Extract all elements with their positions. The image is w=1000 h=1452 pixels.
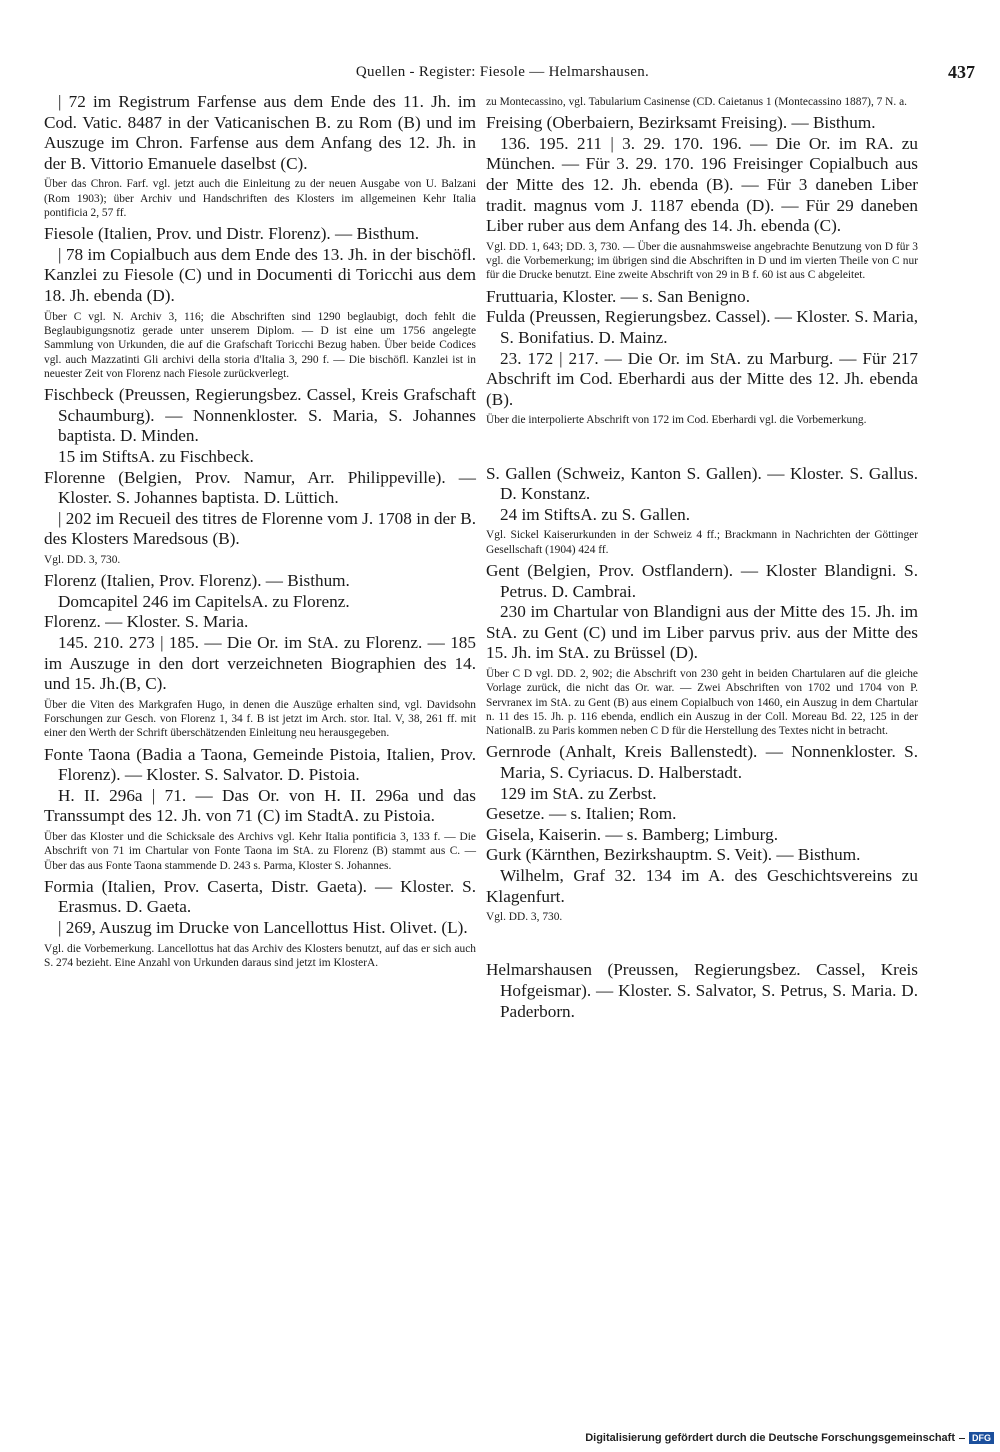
footnote-paragraph: Vgl. Sickel Kaiserurkunden in der Schweiz 4 ff.; Brackmann in Nachrichten der Göttinger Gesellschaft (1904) 424 ff. [486, 529, 918, 556]
footnote-paragraph: Über die interpolierte Abschrift von 172 im Cod. Eberhardi vgl. die Vorbemerkung. [486, 414, 867, 427]
footnote-paragraph: Vgl. die Vorbemerkung. Lancellottus hat das Archiv des Klosters benutzt, auf das er sich auch S. 274 bezieht. Eine Anzahl von Urkunden daraus sind jetzt im KlosterA. [44, 942, 476, 969]
footnote-paragraph: Über die Viten des Markgrafen Hugo, in denen die Auszüge erhalten sind, vgl. Davidsohn Forschungen zur Gesch. von Florenz 1, 34 f. B ist jetzt im Arch. stor. Ital. V, 38, 261 ff. mit einer den Werth der Schrift überschätzenden Einleitung neu herausgegeben. [44, 698, 476, 740]
register-entry-heading: Gisela, Kaiserin. — s. Bamberg; Limburg. [486, 824, 778, 844]
footnote-paragraph: Vgl. DD. 3, 730. [44, 553, 121, 566]
register-entry-body: 15 im StiftsA. zu Fischbeck. [58, 446, 254, 466]
register-entry-body: Domcapitel 246 im CapitelsA. zu Florenz. [58, 591, 350, 611]
register-entry-body: H. II. 296a | 71. — Das Or. von H. II. 296a und das Transsumpt des 12. Jh. von 71 (C) im StadtA. zu Pistoia. [44, 785, 476, 826]
register-entry-heading: Gent (Belgien, Prov. Ostflandern). — Kloster Blandigni. S. Petrus. D. Cambrai. [486, 560, 918, 601]
register-entry-heading: Freising (Oberbaiern, Bezirksamt Freising). — Bisthum. [486, 113, 876, 133]
register-entry-body: 24 im StiftsA. zu S. Gallen. [500, 504, 691, 524]
register-entry-body: 129 im StA. zu Zerbst. [500, 783, 657, 803]
page-number: 437 [948, 62, 975, 82]
register-entry-heading: Gurk (Kärnthen, Bezirkshauptm. S. Veit). — Bisthum. [486, 845, 861, 865]
register-entry-body: | 269, Auszug im Drucke von Lancellottus Hist. Olivet. (L). [58, 918, 468, 938]
register-entry-heading: Helmarshausen (Preussen, Regierungsbez. Cassel, Kreis Hofgeismar). — Kloster. S. Salvator, S. Petrus, S. Maria. D. Paderborn. [486, 960, 918, 1021]
footnote-paragraph: zu Montecassino, vgl. Tabularium Casinense (CD. Caietanus 1 (Montecassino 1887), 7 N. a. [486, 96, 908, 108]
register-entry-heading: Fonte Taona (Badia a Taona, Gemeinde Pistoia, Italien, Prov. Florenz). — Kloster. S. Salvator. D. Pistoia. [44, 744, 476, 785]
register-entry-body: | 78 im Copialbuch aus dem Ende des 13. Jh. in der bischöfl. Kanzlei zu Fiesole (C) und in Documenti di Toricchi aus dem 18. Jh. ebenda (D). [44, 244, 476, 306]
funding-text: Digitalisierung gefördert durch die Deutsche Forschungsgemeinschaft [585, 1432, 955, 1444]
register-entry-heading: Florenne (Belgien, Prov. Namur, Arr. Philippeville). — Kloster. S. Johannes baptista. D. Lüttich. [44, 467, 476, 508]
footnote-paragraph: Über das Chron. Farf. vgl. jetzt auch die Einleitung zu der neuen Ausgabe von U. Balzani (Rom 1903); über Archiv und Handschriften des Klosters im allgemeinen Kehr Italia pontificia 2, 57 ff. [44, 178, 476, 219]
register-entry-body: 23. 172 | 217. — Die Or. im StA. zu Marburg. — Für 217 Abschrift im Cod. Eberhardi aus der Mitte des 12. Jh. ebenda (B). [486, 348, 918, 409]
funding-footer [585, 1432, 994, 1444]
register-entry-heading: Florenz (Italien, Prov. Florenz). — Bisthum. [44, 571, 350, 591]
register-entry-body: | 202 im Recueil des titres de Florenne vom J. 1708 in der B. des Klosters Maredsous (B). [44, 508, 476, 549]
footnote-paragraph: Vgl. DD. 3, 730. [486, 911, 563, 924]
register-entry-body: 136. 195. 211 | 3. 29. 170. 196. — Die Or. im RA. zu München. — Für 3. 29. 170. 196 Freisinger Copialbuch aus der Mitte des 12. Jh. ebenda (B). — Für 3 daneben Liber tradit. magnus vom J. 1187 ebenda (D). — Für 29 daneben Liber ruber aus dem Anfang des 14. Jh. ebenda (C). [486, 133, 918, 236]
page-header [30, 64, 975, 88]
right-column [486, 92, 918, 1022]
dfg-logo: DFG [969, 1432, 994, 1444]
register-entry-body: | 72 im Registrum Farfense aus dem Ende des 11. Jh. im Cod. Vatic. 8487 in der Vaticanischen B. zu Rom (B) und im Auszuge im Chron. Farfense aus dem Anfang des 12. Jh. in der B. Vittorio Emanuele daselbst (C). [44, 92, 476, 173]
register-entry-heading: Gernrode (Anhalt, Kreis Ballenstedt). — Nonnenkloster. S. Maria, S. Cyriacus. D. Halberstadt. [486, 742, 918, 783]
footer-separator [959, 1438, 965, 1439]
register-entry-heading: Fruttuaria, Kloster. — s. San Benigno. [486, 286, 750, 306]
register-entry-heading: Formia (Italien, Prov. Caserta, Distr. Gaeta). — Kloster. S. Erasmus. D. Gaeta. [44, 876, 476, 917]
register-entry-heading: Fiesole (Italien, Prov. und Distr. Florenz). — Bisthum. [44, 224, 420, 244]
register-entry-heading: S. Gallen (Schweiz, Kanton S. Gallen). — Kloster. S. Gallus. D. Konstanz. [486, 463, 918, 504]
register-entry-body: Wilhelm, Graf 32. 134 im A. des Geschichtsvereins zu Klagenfurt. [486, 866, 918, 906]
register-entry-heading: Fischbeck (Preussen, Regierungsbez. Cassel, Kreis Grafschaft Schaumburg). — Nonnenkloster. S. Maria, S. Johannes baptista. D. Minden. [44, 385, 476, 446]
register-entry-heading: Fulda (Preussen, Regierungsbez. Cassel). — Kloster. S. Maria, S. Bonifatius. D. Mainz. [486, 307, 919, 347]
footnote-paragraph: Über C vgl. N. Archiv 3, 116; die Abschriften sind 1290 beglaubigt, doch fehlt die Beglaubigungsnotiz gerade unter unserem Diplom. — D ist eine um 1756 angelegte Sammlung von Urkunden, die auf die Grafschaft Toricchi Bezug haben. Über beide Codices vgl. auch Mazzatinti Gli archivi della storia d'Italia 3, 290 f. — Die bischöfl. Kanzlei ist in neuester Zeit von Florenz nach Fiesole zurückverlegt. [44, 310, 476, 380]
register-entry-heading: Florenz. — Kloster. S. Maria. [44, 612, 249, 632]
register-entry-heading: Gesetze. — s. Italien; Rom. [486, 804, 677, 824]
footnote-paragraph: Vgl. DD. 1, 643; DD. 3, 730. — Über die ausnahmsweise angebrachte Benutzung von D für 3 vgl. die Vorbemerkung; im übrigen sind die Abschriften in D und im vierten Theile von C nur für die Drucke benutzt. Eine zweite Abschrift von 29 in B f. 60 ist aus C abgeleitet. [486, 240, 918, 282]
left-column [44, 92, 476, 974]
footnote-paragraph: Über das Kloster und die Schicksale des Archivs vgl. Kehr Italia pontificia 3, 133 f. — Die Abschrift von 71 im Chartular von Fonte Taona im StA. zu Florenz (B) stammt aus C. — Über das aus Fonte Taona stammende D. 243 s. Parma, Kloster S. Johannes. [44, 831, 476, 872]
register-entry-body: 230 im Chartular von Blandigni aus der Mitte des 15. Jh. im StA. zu Gent (C) und im Liber parvus priv. aus der Mitte des 15. Jh. im StA. zu Brüssel (D). [486, 602, 918, 663]
running-title: Quellen - Register: Fiesole — Helmarshausen. [355, 64, 650, 80]
register-entry-body: 145. 210. 273 | 185. — Die Or. im StA. zu Florenz. — 185 im Auszuge in den dort verzeichneten Biographien des 14. und 15. Jh.(B, C). [44, 632, 476, 694]
footnote-paragraph: Über C D vgl. DD. 2, 902; die Abschrift von 230 geht in beiden Chartularen auf die gleiche Vorlage zurück, die nicht das Or. war. — Zwei Abschriften von 1702 und 1704 von P. Servranex im StA. zu Gent (B) aus einem Copialbuch von 1460, ein Auszug in dem Chartular n. 11 des 15. Jh. p. 116 ebenda, endlich ein Auszug in der Coll. Moreau Bd. 22, 125 in der NationalB. zu Paris kommen neben C D für die Herstellung des Textes nicht in betracht. [486, 667, 918, 738]
